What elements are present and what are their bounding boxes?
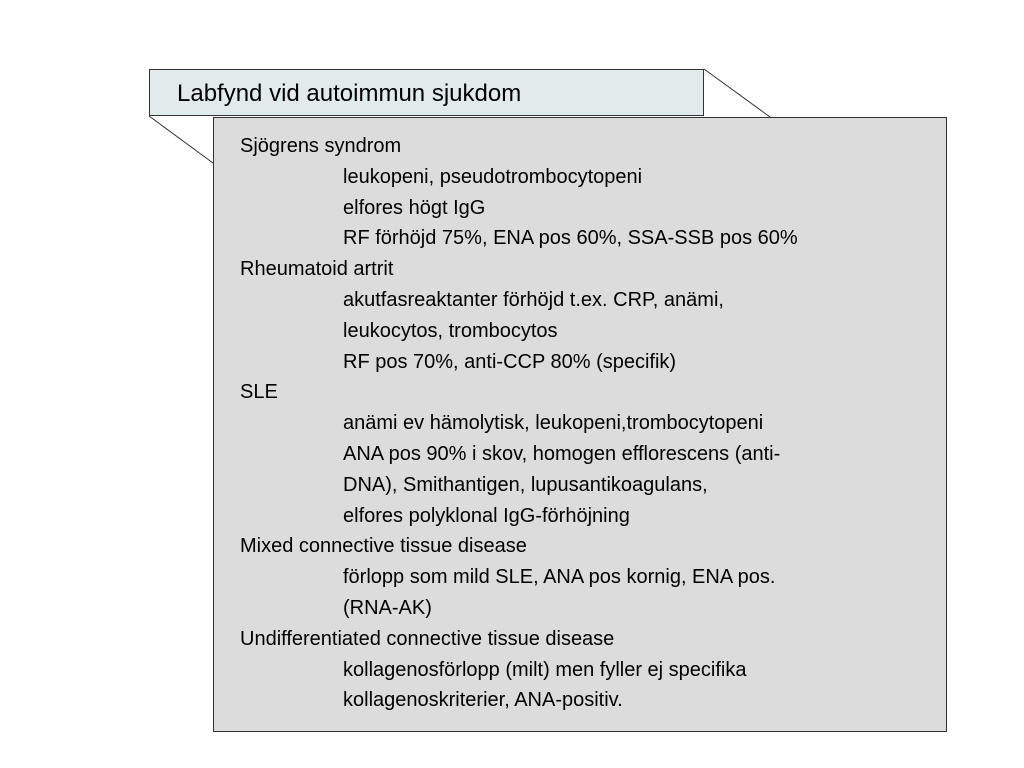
section-item: RF pos 70%, anti-CCP 80% (specifik) [343, 350, 677, 373]
section-item: elfores högt IgG [343, 196, 486, 219]
section-heading: Undifferentiated connective tissue disease [240, 627, 615, 650]
section-item: DNA), Smithantigen, lupusantikoagulans, [343, 473, 708, 496]
section-item: leukocytos, trombocytos [343, 319, 558, 342]
title-box [149, 69, 704, 116]
section-item: kollagenoskriterier, ANA-positiv. [343, 689, 623, 712]
section-item: förlopp som mild SLE, ANA pos kornig, ENA pos. [343, 566, 776, 589]
section-item: leukopeni, pseudotrombocytopeni [343, 165, 643, 188]
section-heading: Rheumatoid artrit [240, 258, 394, 281]
section-item: (RNA-AK) [343, 597, 432, 619]
content-box [213, 117, 947, 732]
section-heading: SLE [240, 381, 278, 404]
section-heading: Sjögrens syndrom [240, 135, 402, 157]
slide-title: Labfynd vid autoimmun sjukdom [177, 80, 522, 107]
section-heading: Mixed connective tissue disease [240, 535, 527, 558]
section-item: kollagenosförlopp (milt) men fyller ej specifika [343, 658, 747, 681]
section-item: ANA pos 90% i skov, homogen efflorescens (anti- [343, 443, 781, 465]
section-item: elfores polyklonal IgG-förhöjning [343, 504, 630, 527]
section-item: anämi ev hämolytisk, leukopeni,trombocytopeni [343, 412, 764, 435]
section-item: akutfasreaktanter förhöjd t.ex. CRP, anämi, [343, 289, 724, 311]
section-item: RF förhöjd 75%, ENA pos 60%, SSA-SSB pos 60% [343, 227, 798, 250]
